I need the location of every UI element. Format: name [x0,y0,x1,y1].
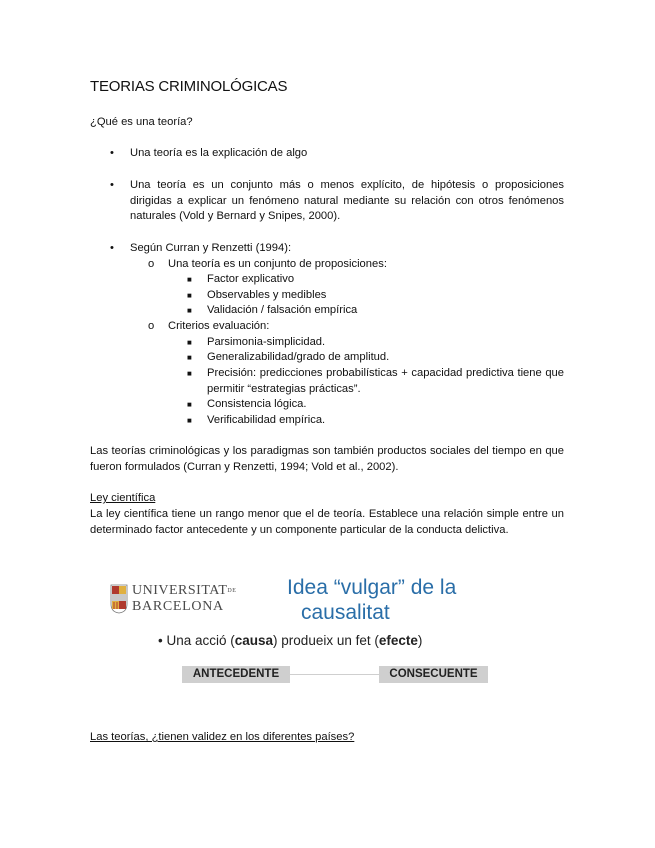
sub-item-proposiciones: Una teoría es un conjunto de proposiciones: [168,258,387,270]
square-bullet-marker: ■ [187,369,192,378]
sub-sub-item: Consistencia lógica. [207,398,307,410]
figure-bullet: • Una acció (causa) produeix un fet (efecte) [158,633,423,648]
square-bullet-marker: ■ [187,306,192,315]
connector-line [290,674,379,675]
bullet-marker: • [110,147,114,159]
page-title: TEORIAS CRIMINOLÓGICAS [90,78,288,95]
square-bullet-marker: ■ [187,291,192,300]
square-bullet-marker: ■ [187,353,192,362]
figure-title: Idea “vulgar” de la causalitat [287,576,457,624]
consecuente-box: CONSECUENTE [379,666,488,683]
section-heading-ley: Ley científica [90,492,156,504]
bullet-item-3: Según Curran y Renzetti (1994): [130,242,292,254]
square-bullet-marker: ■ [187,400,192,409]
sub-sub-item: Verificabilidad empírica. [207,414,326,426]
bullet-marker: • [110,242,114,254]
antecedente-box: ANTECEDENTE [182,666,290,683]
logo-text-universitat: UNIVERSITATDE [132,583,237,598]
sub-sub-item: Observables y medibles [207,289,327,301]
square-bullet-marker: ■ [187,338,192,347]
sub-sub-item: Factor explicativo [207,273,295,285]
sub-item-criterios: Criterios evaluación: [168,320,270,332]
square-bullet-marker: ■ [187,275,192,284]
sub-bullet-marker: o [148,258,155,270]
sub-sub-item: Validación / falsación empírica [207,304,358,316]
bullet-item-1: Una teoría es la explicación de algo [130,147,308,159]
bullet-item-2: Una teoría es un conjunto más o menos explícito, de hipótesis o proposiciones dirigidas a explicar un fenómeno natural mediante su relación con otros fenómenos naturales (Vold y Bernard y Snipes, 2000). [130,179,564,223]
question-validity: Las teorías, ¿tienen validez en los diferentes países? [90,731,355,743]
question-what-is-theory: ¿Qué es una teoría? [90,116,193,128]
paragraph-ley: La ley científica tiene un rango menor que el de teoría. Establece una relación simple entre un determinado factor antecedente y un componente particular de la conducta delictiva. [90,508,564,536]
sub-bullet-marker: o [148,320,155,332]
paragraph-social-products: Las teorías criminológicas y los paradigmas son también productos sociales del tiempo en que fueron formulados (Curran y Renzetti, 1994; Vold et al., 2002). [90,445,564,473]
university-shield-icon [110,584,128,614]
sub-sub-item: Precisión: predicciones probabilísticas + capacidad predictiva tiene que permitir “estrategias prácticas”. [207,367,564,395]
square-bullet-marker: ■ [187,416,192,425]
bullet-marker: • [110,179,114,191]
sub-sub-item: Generalizabilidad/grado de amplitud. [207,351,390,363]
logo-text-barcelona: BARCELONA [132,599,224,614]
causality-figure [92,562,512,690]
sub-sub-item: Parsimonia-simplicidad. [207,336,326,348]
